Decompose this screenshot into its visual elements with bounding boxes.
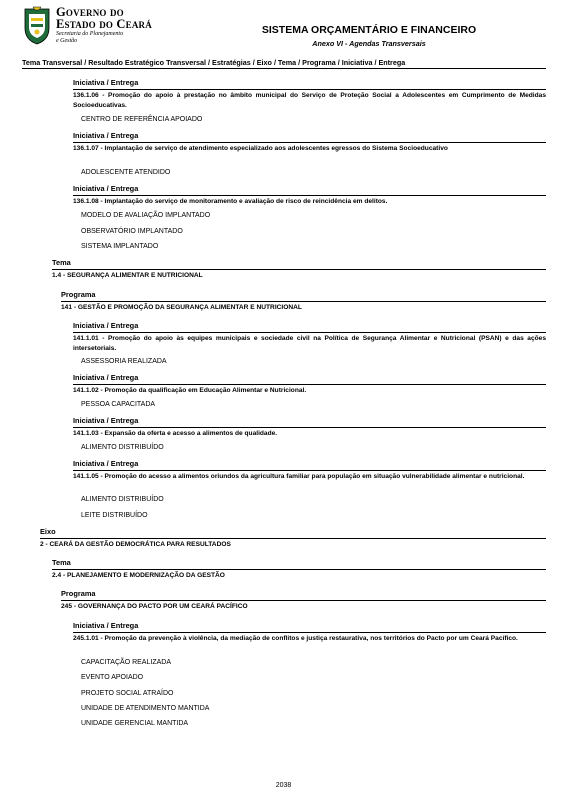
delivery-item: PESSOA CAPACITADA bbox=[81, 401, 156, 408]
iniciativa-text: 245.1.01 - Promoção da prevenção à violência, da mediação de conflitos e justiça restaurativa, nos territórios do Pacto por um Ceará Pacífico. bbox=[73, 635, 518, 642]
logo-line-secretaria: Secretaria do Planejamento bbox=[56, 31, 124, 37]
section-divider bbox=[61, 301, 546, 302]
delivery-item: ALIMENTO DISTRIBUÍDO bbox=[81, 444, 164, 451]
breadcrumb: Tema Transversal / Resultado Estratégico Transversal / Estratégias / Eixo / Tema / Programa / Iniciativa / Entrega bbox=[22, 58, 406, 67]
iniciativa-block bbox=[73, 373, 546, 396]
system-title: SISTEMA ORÇAMENTÁRIO E FINANCEIRO bbox=[261, 24, 477, 36]
eixo-block bbox=[40, 527, 546, 550]
iniciativa-label: Iniciativa / Entrega bbox=[73, 131, 139, 140]
section-divider bbox=[73, 384, 546, 385]
logo-line-gestao: e Gestão bbox=[56, 38, 78, 44]
iniciativa-label: Iniciativa / Entrega bbox=[73, 459, 139, 468]
iniciativa-block bbox=[73, 321, 546, 353]
programa-label: Programa bbox=[61, 589, 96, 598]
section-divider bbox=[40, 538, 546, 539]
tema-block bbox=[52, 558, 546, 581]
delivery-item: CAPACITAÇÃO REALIZADA bbox=[81, 659, 171, 666]
iniciativa-label: Iniciativa / Entrega bbox=[73, 373, 139, 382]
delivery-item: EVENTO APOIADO bbox=[81, 674, 144, 681]
section-divider bbox=[73, 332, 546, 333]
iniciativa-text: 141.1.02 - Promoção da qualificação em Educação Alimentar e Nutricional. bbox=[73, 387, 307, 394]
iniciativa-label: Iniciativa / Entrega bbox=[73, 184, 139, 193]
iniciativa-block bbox=[73, 184, 546, 207]
programa-text: 141 - GESTÃO E PROMOÇÃO DA SEGURANÇA ALIMENTAR E NUTRICIONAL bbox=[61, 304, 302, 311]
delivery-item: UNIDADE GERENCIAL MANTIDA bbox=[81, 720, 189, 727]
iniciativa-block bbox=[73, 131, 546, 154]
iniciativa-text: 136.1.06 - Promoção do apoio à prestação no âmbito municipal do Serviço de Proteção Social a Adolescentes em Cumprimento de Medidas Socioeducativas. bbox=[73, 92, 546, 109]
government-logo bbox=[22, 6, 162, 50]
tema-text: 2.4 - PLANEJAMENTO E MODERNIZAÇÃO DA GESTÃO bbox=[52, 572, 225, 579]
iniciativa-text: 141.1.03 - Expansão da oferta e acesso a alimentos de qualidade. bbox=[73, 430, 278, 437]
iniciativa-text: 136.1.07 - Implantação de serviço de atendimento especializado aos adolescentes egressos do Sistema Socioeducativo bbox=[73, 145, 448, 152]
tema-label: Tema bbox=[52, 558, 71, 567]
iniciativa-text: 141.1.05 - Promoção do acesso a alimentos oriundos da agricultura familiar para população em situação vulnerabilidade alimentar e nutricional. bbox=[73, 473, 525, 480]
logo-line-governo: Governo do bbox=[56, 5, 124, 19]
iniciativa-block bbox=[73, 416, 546, 439]
section-divider bbox=[73, 195, 546, 196]
delivery-item: ADOLESCENTE ATENDIDO bbox=[81, 169, 171, 176]
iniciativa-block bbox=[73, 78, 546, 110]
page-number: 2038 bbox=[275, 782, 292, 789]
section-divider bbox=[73, 89, 546, 90]
delivery-item: LEITE DISTRIBUÍDO bbox=[81, 512, 148, 519]
section-divider bbox=[73, 427, 546, 428]
page-header bbox=[0, 0, 567, 72]
delivery-item: ALIMENTO DISTRIBUÍDO bbox=[81, 496, 164, 503]
iniciativa-block bbox=[73, 621, 546, 644]
delivery-item: MODELO DE AVALIAÇÃO IMPLANTADO bbox=[81, 212, 211, 219]
section-divider bbox=[52, 269, 546, 270]
delivery-item: SISTEMA IMPLANTADO bbox=[81, 243, 159, 250]
iniciativa-text: 141.1.01 - Promoção do apoio às equipes municipais e sociedade civil na Política de Segurança Alimentar e Nutricional (PSAN) e das ações intersetoriais. bbox=[73, 335, 546, 352]
logo-line-estado: Estado do Ceará bbox=[56, 17, 152, 31]
section-divider bbox=[52, 569, 546, 570]
iniciativa-label: Iniciativa / Entrega bbox=[73, 78, 139, 87]
delivery-item: PROJETO SOCIAL ATRAÍDO bbox=[81, 690, 174, 697]
iniciativa-label: Iniciativa / Entrega bbox=[73, 416, 139, 425]
section-divider bbox=[73, 632, 546, 633]
delivery-item: UNIDADE DE ATENDIMENTO MANTIDA bbox=[81, 705, 210, 712]
programa-block bbox=[61, 589, 546, 612]
eixo-text: 2 - CEARÁ DA GESTÃO DEMOCRÁTICA PARA RESULTADOS bbox=[40, 541, 231, 548]
programa-block bbox=[61, 290, 546, 313]
programa-text: 245 - GOVERNANÇA DO PACTO POR UM CEARÁ PACÍFICO bbox=[61, 603, 248, 610]
tema-label: Tema bbox=[52, 258, 71, 267]
iniciativa-text: 136.1.08 - Implantação do serviço de monitoramento e avaliação de risco de reincidência em delitos. bbox=[73, 198, 388, 205]
header-divider bbox=[22, 68, 546, 69]
annex-subtitle: Anexo VI - Agendas Transversais bbox=[312, 39, 426, 48]
delivery-item: OBSERVATÓRIO IMPLANTADO bbox=[81, 228, 183, 235]
iniciativa-label: Iniciativa / Entrega bbox=[73, 321, 139, 330]
iniciativa-block bbox=[73, 459, 546, 482]
section-divider bbox=[61, 600, 546, 601]
iniciativa-label: Iniciativa / Entrega bbox=[73, 621, 139, 630]
eixo-label: Eixo bbox=[40, 527, 56, 536]
section-divider bbox=[73, 142, 546, 143]
section-divider bbox=[73, 470, 546, 471]
delivery-item: CENTRO DE REFERÊNCIA APOIADO bbox=[81, 116, 203, 123]
delivery-item: ASSESSORIA REALIZADA bbox=[81, 358, 167, 365]
tema-block bbox=[52, 258, 546, 281]
tema-text: 1.4 - SEGURANÇA ALIMENTAR E NUTRICIONAL bbox=[52, 272, 203, 279]
ceara-coat-of-arms-icon bbox=[22, 6, 52, 46]
programa-label: Programa bbox=[61, 290, 96, 299]
